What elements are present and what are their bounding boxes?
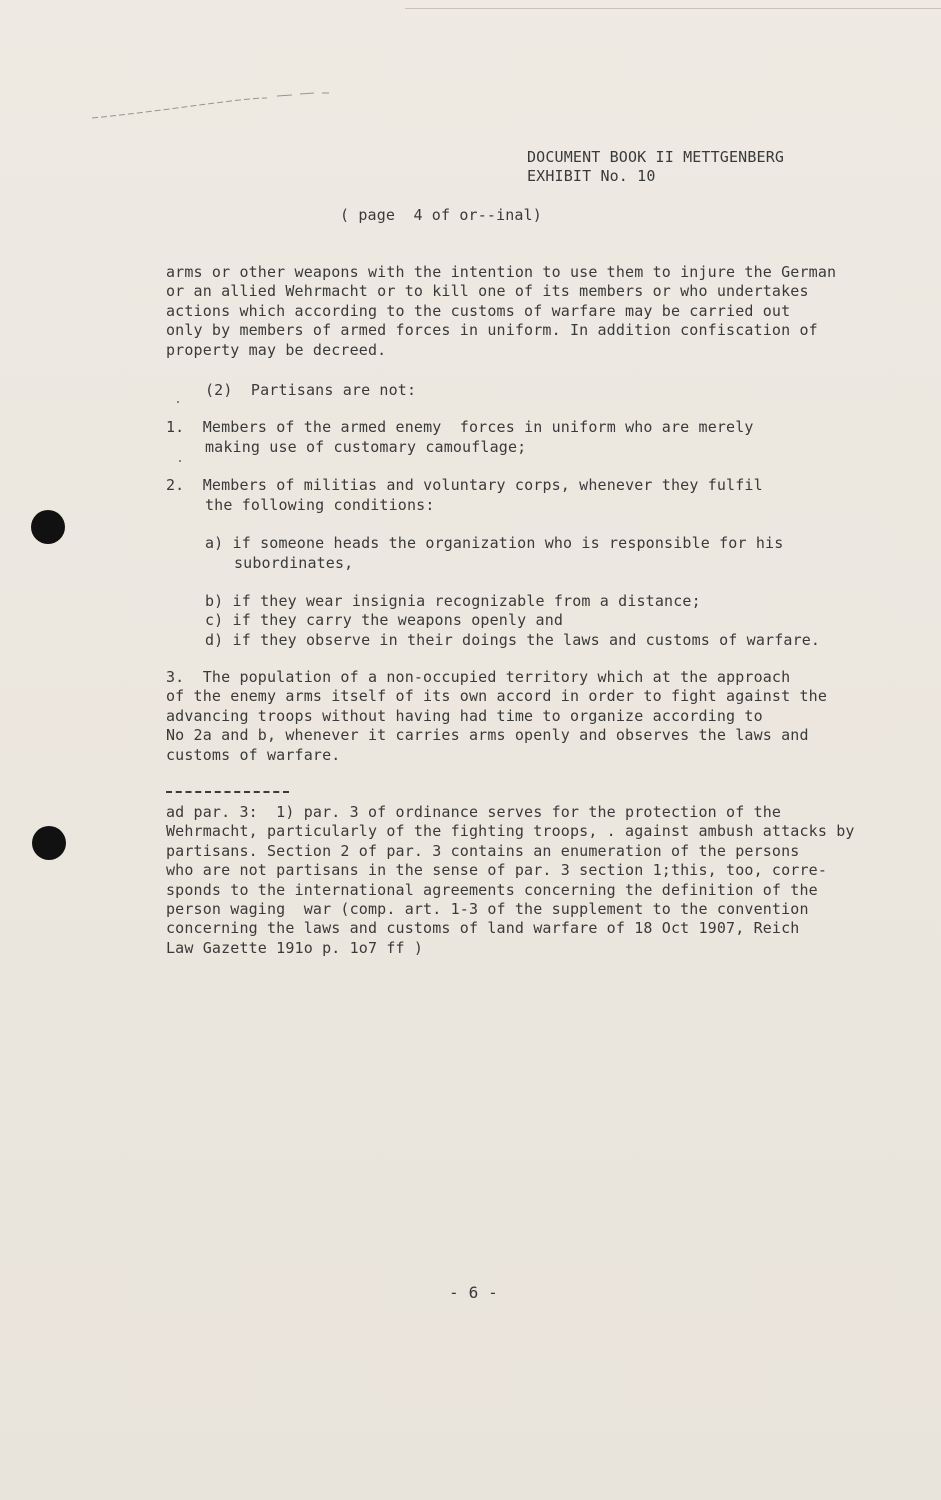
item-1-first-line	[166, 418, 754, 437]
partisans-not-heading: (2) Partisans are not:	[205, 381, 417, 399]
item-2-number: 2.	[166, 476, 185, 494]
item-1-text: Members of the armed enemy forces in uniform who are merely	[202, 418, 754, 436]
continued-paragraph: arms or other weapons with the intention to use them to injure the German or an allied Wehrmacht or to kill one of its members or who undertakes actions which according to the customs of warfare may be carried out only by members of armed forces in uniform. In addition confiscation of property may be decreed.	[166, 263, 837, 359]
item-2-first-line	[166, 476, 763, 495]
item-2-continuation: the following conditions:	[205, 496, 435, 514]
footnote-separator	[166, 791, 289, 793]
item-1-number: 1.	[166, 418, 185, 436]
punch-hole-upper	[31, 510, 65, 544]
document-header	[527, 148, 784, 187]
punch-hole-lower	[32, 826, 66, 860]
stray-mark	[179, 460, 181, 462]
page-of-original: ( page 4 of or--inal)	[340, 206, 542, 224]
item-3-paragraph: 3. The population of a non-occupied territory which at the approach of the enemy arms itself of its own accord in order to fight against the advancing troops without having had time to organize according to No 2a and b, whenever it carries arms openly and observes the laws and customs of warfare.	[166, 668, 828, 764]
header-exhibit: EXHIBIT No. 10	[527, 167, 656, 186]
condition-a: a) if someone heads the organization who is responsible for his	[205, 534, 784, 552]
stray-mark	[177, 401, 179, 403]
page-number: - 6 -	[449, 1283, 498, 1302]
condition-a-continuation: subordinates,	[234, 554, 354, 572]
page-edge-line	[405, 8, 941, 9]
item-1-continuation: making use of customary camouflage;	[205, 438, 527, 456]
item-2-text: Members of militias and voluntary corps, whenever they fulfil	[202, 476, 763, 494]
footnote: ad par. 3: 1) par. 3 of ordinance serves for the protection of the Wehrmacht, particularly of the fighting troops, . against ambush attacks by partisans. Section 2 of par. 3 contains an enumeration of the persons who are not partisans in the sense of par. 3 section 1;this, too, corre- sponds to the international agreements concerning the definition of the person waging war (comp. art. 1-3 of the supplement to the convention concerning the laws and customs of land warfare of 18 Oct 1907, Reich Law Gazette 191o p. 1o7 ff )	[166, 803, 855, 957]
pencil-mark	[92, 88, 332, 128]
conditions-b-c-d: b) if they wear insignia recognizable from a distance; c) if they carry the weapons openly and d) if they observe in their doings the laws and customs of warfare.	[205, 592, 821, 649]
header-doc-book: DOCUMENT BOOK II METTGENBERG	[527, 148, 785, 166]
